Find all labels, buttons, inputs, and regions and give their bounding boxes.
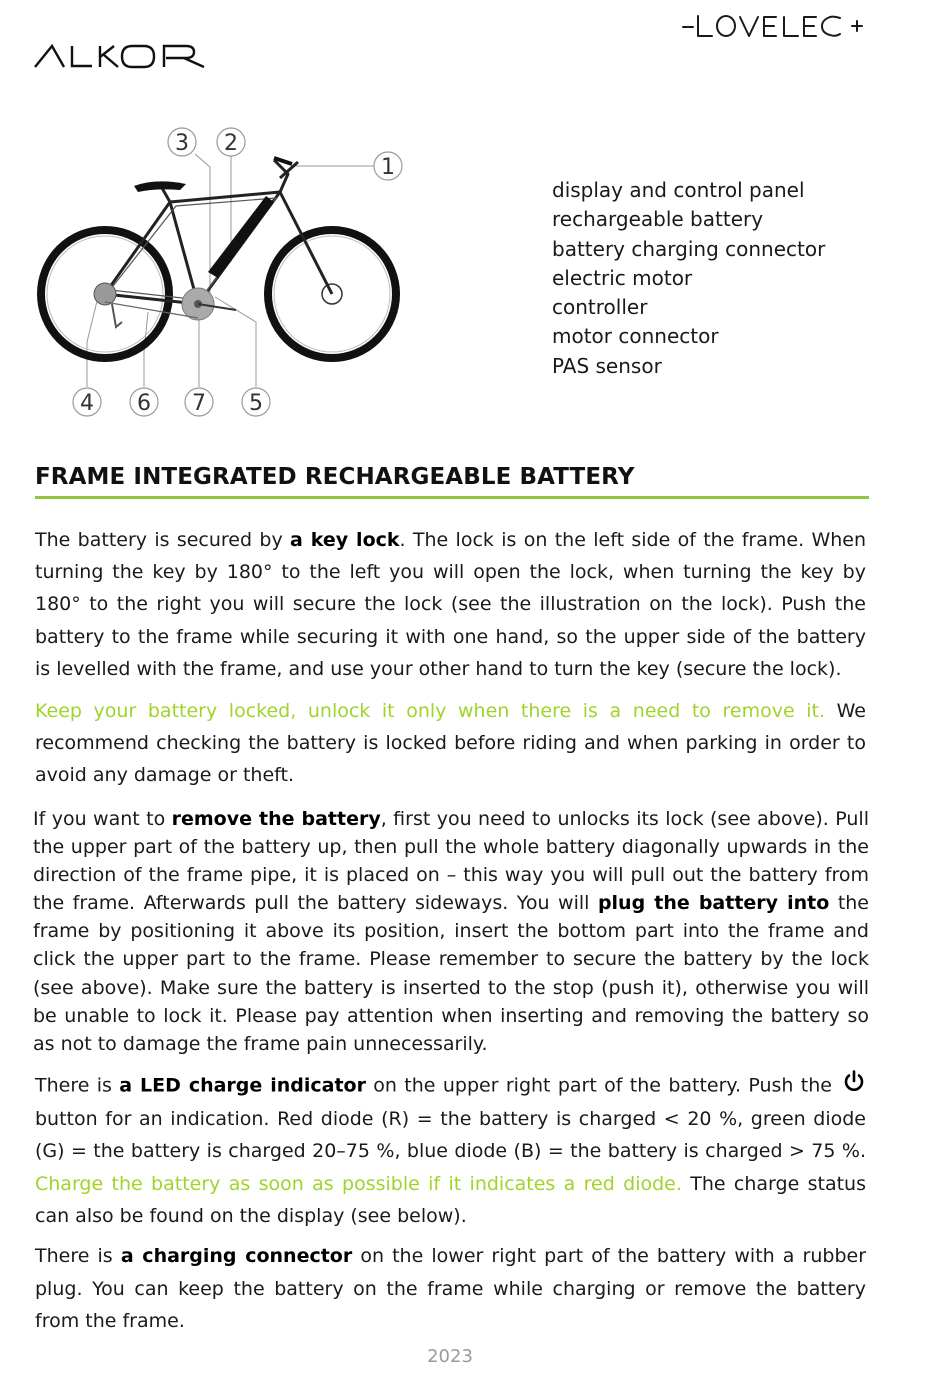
emphasis-remove-battery: remove the battery [171, 808, 381, 830]
battery-shape [208, 196, 274, 278]
text-run: There is [35, 1074, 120, 1097]
paragraph-key-lock [35, 524, 866, 685]
svg-text:7: 7 [192, 391, 206, 416]
callout-3 [168, 128, 196, 156]
callout-7 [185, 388, 213, 416]
paragraph-led-indicator [35, 1069, 866, 1232]
highlight-keep-locked: Keep your battery locked, unlock it only when there is a need to remove it. [35, 700, 826, 722]
callout-1 [374, 152, 402, 180]
text-run: . The lock is on the left side of the frame. When turning the key by 180° to the left you will open the lock, when turning the key by 180° to the right you will secure the lock (see the illustration on the lock). Push the battery to the frame while securing it with one hand, so the upper side of the battery is levelled with the frame, and use your other hand to turn the key (secure the lock). [35, 529, 867, 680]
text-run: We recommend checking the battery is locked before riding and when parking in order to avoid any damage or theft. [35, 700, 866, 786]
section-title: FRAME INTEGRATED RECHARGEABLE BATTERY [35, 464, 869, 499]
callout-4 [73, 388, 101, 416]
text-run: The charge status can also be found on the display (see below). [35, 1172, 866, 1227]
text-run: If you want to [33, 808, 172, 830]
legend-item: display and control panel [552, 178, 805, 202]
callout-6 [130, 388, 158, 416]
text-run: button for an indication. Red diode (R) = the battery is charged < 20 %, green diode (G) = the battery is charged 20–75 %, blue diode (B) = the battery is charged > 75 %. [35, 1108, 866, 1163]
callout-2 [217, 128, 245, 156]
legend-item: controller [552, 295, 648, 320]
text-run: , first you need to unlocks its lock (see above). Pull the upper part of the battery up, then pull the whole battery diagonally upwards in the direction of the frame pipe, it is placed on – this way you will pull out the battery from the frame. Afterwards pull the battery sideways. You will [33, 808, 869, 915]
power-icon [842, 1069, 866, 1103]
legend-item: electric motor [552, 265, 693, 290]
legend-item: PAS sensor [552, 353, 662, 378]
highlight-charge-red: Charge the battery as soon as possible if it indicates a red diode. [35, 1172, 682, 1195]
text-run: The battery is secured by [35, 529, 291, 551]
paragraph-keep-locked [35, 695, 866, 791]
text-run: on the lower right part of the battery with a rubber plug. You can keep the battery on the frame while charging or remove the battery from the frame. [35, 1245, 867, 1332]
svg-text:2: 2 [224, 131, 238, 156]
lovelec-logo [680, 12, 870, 47]
text-run: There is [35, 1245, 121, 1267]
emphasis-key-lock: a key lock [290, 529, 400, 551]
text-run: on the upper right part of the battery. Push the [365, 1074, 832, 1097]
legend-item: motor connector [552, 324, 719, 349]
alkor-logo [34, 44, 210, 75]
paragraph-charging-connector [35, 1240, 866, 1338]
svg-text:4: 4 [80, 391, 94, 416]
emphasis-charging-connector: a charging connector [120, 1245, 353, 1267]
bike-diagram [30, 122, 420, 427]
emphasis-led-indicator: a LED charge indicator [119, 1074, 366, 1097]
legend-item: battery charging connector [552, 236, 826, 261]
svg-text:6: 6 [137, 391, 151, 416]
svg-text:1: 1 [381, 155, 395, 180]
emphasis-plug-battery: plug the battery into [597, 892, 830, 915]
text-run: the frame by positioning it above its position, insert the bottom part into the frame and click the upper part to the frame. Please remember to secure the battery by the lock (see above). Make sure the battery is inserted to the stop (push it), otherwise you will be unable to lock it. Please pay attention when inserting and removing the battery so as not to damage the frame pain unnecessarily. [33, 892, 869, 1055]
paragraph-remove-battery [33, 805, 869, 1058]
svg-text:3: 3 [175, 131, 189, 156]
svg-text:5: 5 [249, 391, 263, 416]
legend-item: rechargeable battery [552, 207, 764, 232]
callout-5 [242, 388, 270, 416]
component-legend [552, 176, 825, 381]
footer-year: 2023 [427, 1346, 473, 1367]
